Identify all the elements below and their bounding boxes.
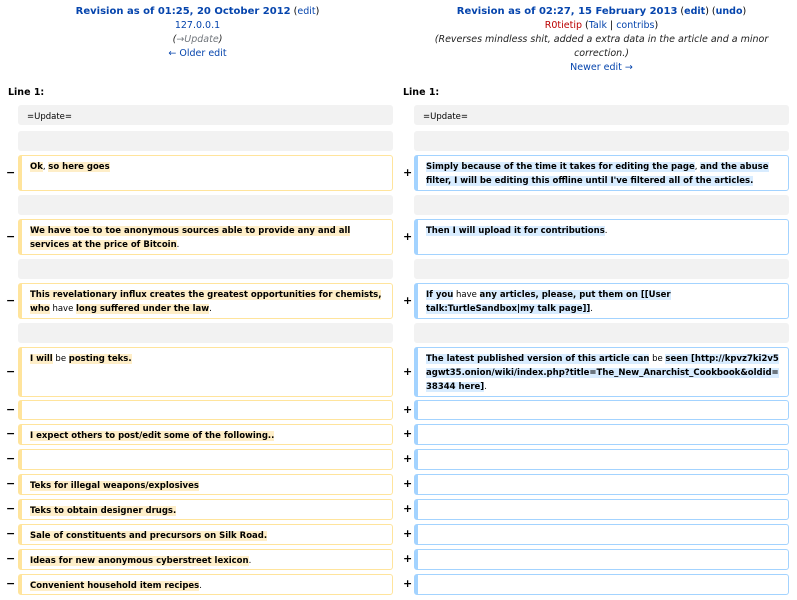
deleted-word: Teks to obtain designer drugs. bbox=[30, 506, 177, 516]
added-word: The latest published version of this article can bbox=[426, 354, 650, 364]
diff-change-row bbox=[0, 499, 797, 520]
deleted-line-cell bbox=[18, 347, 393, 397]
context-cell-right: =Update= bbox=[414, 105, 789, 125]
added-line-cell bbox=[414, 499, 789, 520]
unchanged-text: have bbox=[49, 304, 77, 314]
user-contribs-link[interactable]: contribs bbox=[616, 20, 655, 31]
diff-change-row bbox=[0, 347, 797, 397]
left-edit-comment: Update bbox=[184, 34, 219, 45]
deleted-word: Teks for illegal weapons/explosives bbox=[30, 481, 199, 491]
right-line-number: Line 1: bbox=[403, 87, 440, 98]
unchanged-text: be bbox=[649, 354, 666, 364]
diff-change-row bbox=[0, 424, 797, 445]
undo-link[interactable]: undo bbox=[715, 6, 743, 17]
deleted-line-cell bbox=[18, 283, 393, 319]
plus-marker: + bbox=[403, 230, 413, 243]
context-cell-left bbox=[18, 259, 393, 279]
unchanged-text: . bbox=[209, 304, 212, 314]
added-word: and the abuse filter, I will be editing this offline until I've filtered all of the articles. bbox=[426, 162, 769, 186]
deleted-word: posting teks. bbox=[68, 354, 132, 364]
diff-context-row bbox=[0, 323, 797, 343]
plus-marker: + bbox=[403, 477, 413, 490]
added-line-cell bbox=[414, 449, 789, 470]
added-word: Simply because of the time it takes for editing the page bbox=[426, 162, 695, 172]
right-revision-header: Revision as of 02:27, 15 February 2013 (edit) (undo) R0tietip (Talk | contribs) (Reverses mindless shit, added a extra data in the article and a minor correction.) Newer edit → bbox=[414, 5, 789, 75]
user-talk-link[interactable]: Talk bbox=[588, 20, 607, 31]
added-word: Then I will upload it for contributions bbox=[426, 226, 605, 236]
context-cell-left bbox=[18, 323, 393, 343]
deleted-word: I expect others to post/edit some of the following.. bbox=[30, 431, 275, 441]
deleted-line-cell bbox=[18, 424, 393, 445]
context-cell-right bbox=[414, 323, 789, 343]
unchanged-text: . bbox=[590, 304, 593, 314]
added-line-cell bbox=[414, 283, 789, 319]
unchanged-text: . bbox=[248, 556, 252, 566]
deleted-line-cell bbox=[18, 524, 393, 545]
deleted-line-cell bbox=[18, 499, 393, 520]
plus-marker: + bbox=[403, 166, 413, 179]
deleted-line-cell bbox=[18, 549, 393, 570]
diff-change-row bbox=[0, 549, 797, 570]
diff-change-row bbox=[0, 400, 797, 420]
diff-change-row bbox=[0, 524, 797, 545]
plus-marker: + bbox=[403, 527, 413, 540]
deleted-line-cell bbox=[18, 474, 393, 495]
diff-change-row bbox=[0, 574, 797, 595]
added-line-cell bbox=[414, 424, 789, 445]
diff-change-row bbox=[0, 219, 797, 255]
diff-change-row bbox=[0, 155, 797, 191]
minus-marker: − bbox=[6, 552, 16, 565]
minus-marker: − bbox=[6, 294, 16, 307]
deleted-word: Ideas for new anonymous cyberstreet lexicon bbox=[30, 556, 249, 566]
deleted-line-cell bbox=[18, 219, 393, 255]
unchanged-text: . bbox=[604, 226, 608, 236]
unchanged-text: . bbox=[199, 581, 202, 591]
right-edit-link[interactable]: edit bbox=[684, 6, 706, 17]
deleted-word: I will bbox=[30, 354, 53, 364]
deleted-line-cell bbox=[18, 400, 393, 420]
older-edit-link[interactable]: ← Older edit bbox=[168, 48, 227, 59]
unchanged-text: . bbox=[176, 240, 180, 250]
diff-context-row bbox=[0, 105, 797, 125]
added-line-cell bbox=[414, 524, 789, 545]
left-user-link[interactable]: 127.0.0.1 bbox=[174, 20, 221, 31]
diff-context-row bbox=[0, 195, 797, 215]
context-cell-left bbox=[18, 195, 393, 215]
context-cell-left: =Update= bbox=[18, 105, 393, 125]
minus-marker: − bbox=[6, 452, 16, 465]
added-line-cell bbox=[414, 474, 789, 495]
unchanged-text: have bbox=[453, 290, 480, 300]
diff-context-row bbox=[0, 131, 797, 151]
deleted-word: Ok bbox=[30, 162, 43, 172]
plus-marker: + bbox=[403, 577, 413, 590]
minus-marker: − bbox=[6, 166, 16, 179]
diff-context-row bbox=[0, 259, 797, 279]
deleted-word: long suffered under the law bbox=[76, 304, 210, 314]
minus-marker: − bbox=[6, 502, 16, 515]
added-word: If you bbox=[426, 290, 454, 300]
deleted-line-cell bbox=[18, 449, 393, 470]
context-cell-left bbox=[18, 131, 393, 151]
newer-edit-link[interactable]: Newer edit → bbox=[570, 62, 633, 73]
plus-marker: + bbox=[403, 365, 413, 378]
minus-marker: − bbox=[6, 365, 16, 378]
added-line-cell bbox=[414, 549, 789, 570]
minus-marker: − bbox=[6, 403, 16, 416]
context-cell-right bbox=[414, 131, 789, 151]
plus-marker: + bbox=[403, 502, 413, 515]
context-cell-right bbox=[414, 259, 789, 279]
deleted-word: This revelationary influx creates the greatest opportunities for chemists, who bbox=[30, 290, 382, 314]
diff-change-row bbox=[0, 283, 797, 319]
minus-marker: − bbox=[6, 477, 16, 490]
left-revision-header: Revision as of 01:25, 20 October 2012 (edit) 127.0.0.1 (→Update) ← Older edit bbox=[75, 6, 320, 59]
plus-marker: + bbox=[403, 552, 413, 565]
added-line-cell bbox=[414, 574, 789, 595]
left-edit-link[interactable]: edit bbox=[297, 6, 316, 17]
added-line-cell bbox=[414, 400, 789, 420]
unchanged-text: be bbox=[52, 354, 69, 364]
right-user-link[interactable]: R0tietip bbox=[544, 20, 583, 31]
minus-marker: − bbox=[6, 427, 16, 440]
unchanged-text: , bbox=[694, 162, 701, 172]
deleted-line-cell bbox=[18, 155, 393, 191]
deleted-word: so here goes bbox=[48, 162, 110, 172]
context-cell-right bbox=[414, 195, 789, 215]
added-line-cell bbox=[414, 219, 789, 255]
unchanged-text: . bbox=[484, 382, 487, 392]
added-word: any articles, please, put them on [[User talk:TurtleSandbox|my talk page]] bbox=[426, 290, 671, 314]
plus-marker: + bbox=[403, 294, 413, 307]
section-arrow-link[interactable]: → bbox=[176, 34, 185, 45]
diff-change-row bbox=[0, 449, 797, 470]
plus-marker: + bbox=[403, 403, 413, 416]
left-revision-title[interactable]: Revision as of 01:25, 20 October 2012 bbox=[75, 6, 291, 17]
unchanged-text: , bbox=[42, 162, 49, 172]
plus-marker: + bbox=[403, 452, 413, 465]
diff-change-row bbox=[0, 474, 797, 495]
minus-marker: − bbox=[6, 230, 16, 243]
added-line-cell bbox=[414, 155, 789, 191]
added-word: seen [http://kpvz7ki2v5agwt35.onion/wiki/index.php?title=The_New_Anarchist_Cookbook&oldid=38344 here] bbox=[426, 354, 779, 392]
minus-marker: − bbox=[6, 577, 16, 590]
right-revision-title[interactable]: Revision as of 02:27, 15 February 2013 bbox=[456, 6, 678, 17]
right-edit-comment: (Reverses mindless shit, added a extra data in the article and a minor correction.) bbox=[434, 34, 769, 59]
added-line-cell bbox=[414, 347, 789, 397]
minus-marker: − bbox=[6, 527, 16, 540]
plus-marker: + bbox=[403, 427, 413, 440]
deleted-word: Convenient household item recipes bbox=[30, 581, 200, 591]
deleted-word: We have toe to toe anonymous sources able to provide any and all services at the price of Bitcoin bbox=[30, 226, 351, 250]
deleted-line-cell bbox=[18, 574, 393, 595]
deleted-word: Sale of constituents and precursors on Silk Road. bbox=[30, 531, 268, 541]
left-line-number: Line 1: bbox=[8, 87, 45, 98]
